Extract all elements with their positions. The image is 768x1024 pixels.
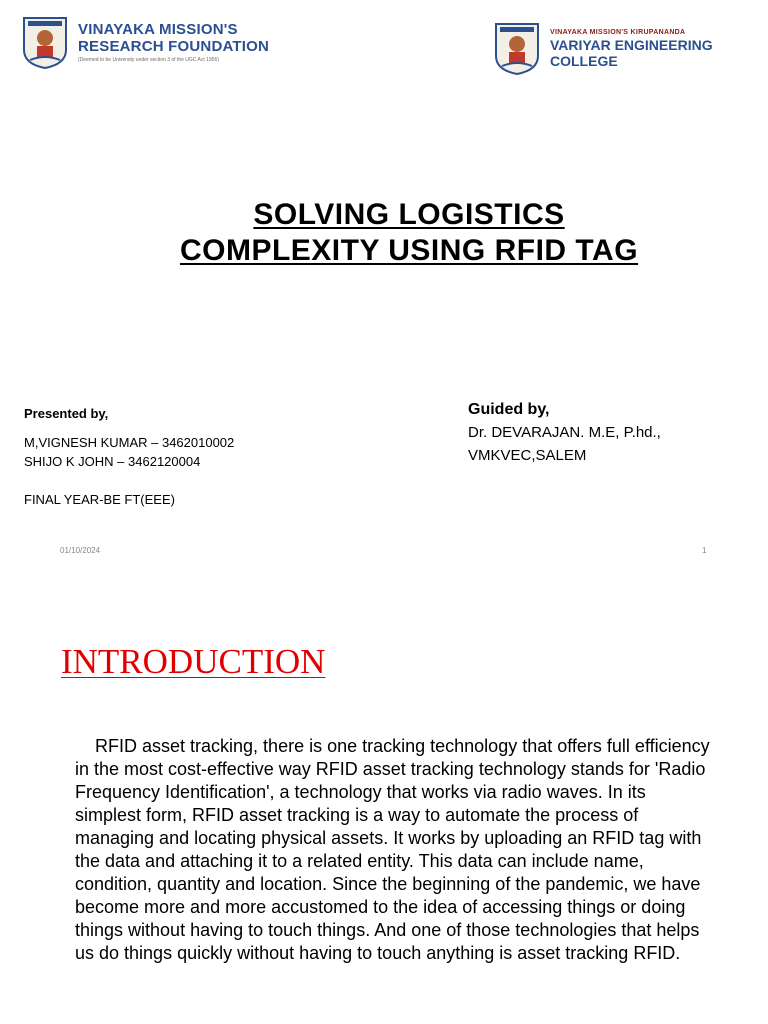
university-seal-icon (20, 14, 70, 70)
college-seal-icon (492, 20, 542, 76)
year-info: FINAL YEAR-BE FT(EEE) (24, 492, 175, 507)
vmrf-name-line1: VINAYAKA MISSION'S (78, 20, 238, 38)
title-line-1: SOLVING LOGISTICS (253, 198, 565, 231)
vmkvec-name-line1: VINAYAKA MISSION'S KIRUPANANDA (550, 28, 686, 36)
guided-by-label: Guided by, (468, 401, 550, 418)
title-line-2: COMPLEXITY USING RFID TAG (179, 234, 639, 267)
vmkvec-name-line2: VARIYAR ENGINEERING (550, 36, 713, 53)
presenter-2: SHIJO K JOHN – 3462120004 (24, 454, 201, 469)
presentation-title (0, 197, 768, 269)
presented-by-label: Presented by, (24, 406, 109, 421)
presented-by-block (24, 404, 234, 509)
introduction-body: RFID asset tracking, there is one tracking technology that offers full efficiency in the most cost-effective way RFID asset tracking technology stands for 'Radio Frequency Identification', a technology that works via radio waves. In its simplest form, RFID asset tracking is a way to automate the process of managing and locating physical assets. It works by uploading an RFID tag with the data and attaching it to a related entity. This data can include name, condition, quantity and location. Since the beginning of the pandemic, we have become more and more accustomed to the idea of accessing things or doing things without having to touch things. And one of those technologies that helps us do things quickly without having to touch anything is asset tracking RFID. (75, 736, 710, 963)
slide-page-number: 1 (702, 546, 707, 555)
guided-by-block (468, 398, 661, 467)
introduction-slide (0, 590, 768, 1024)
vmkvec-logo (492, 20, 713, 76)
vmrf-name-line2: RESEARCH FOUNDATION (78, 37, 270, 55)
guide-name: Dr. DEVARAJAN. M.E, P.hd., (468, 424, 661, 441)
presenter-1: M,VIGNESH KUMAR – 3462010002 (24, 435, 235, 450)
vmrf-logo (20, 14, 269, 70)
vmkvec-name-line3: COLLEGE (550, 52, 618, 69)
slide-date: 01/10/2024 (60, 546, 101, 555)
introduction-heading: INTRODUCTION (61, 642, 326, 681)
guide-affiliation: VMKVEC,SALEM (468, 447, 587, 464)
vmrf-tagline: (Deemed to be University under section 3 of the UGC Act 1956) (78, 56, 219, 63)
